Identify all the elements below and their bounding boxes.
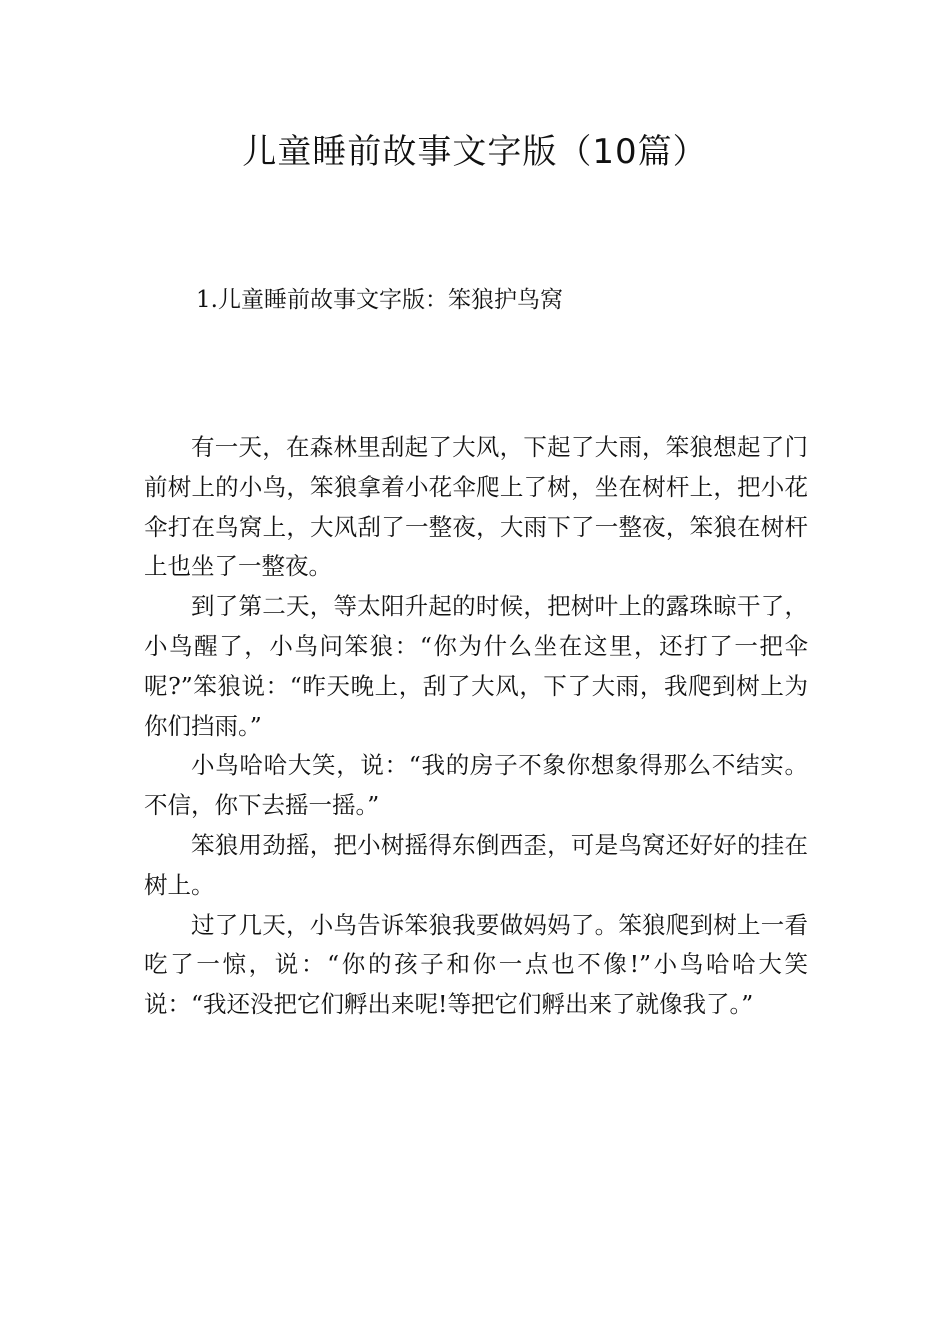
story-body	[144, 428, 808, 1025]
paragraph: 小鸟哈哈大笑，说：“我的房子不象你想象得那么不结实。不信，你下去摇一摇。”	[144, 751, 808, 820]
paragraph: 笨狼用劲摇，把小树摇得东倒西歪，可是鸟窝还好好的挂在树上。	[144, 830, 808, 899]
paragraph: 到了第二天，等太阳升起的时候，把树叶上的露珠晾干了，小鸟醒了，小鸟问笨狼：“你为什么坐在这里，还打了一把伞呢?”笨狼说：“昨天晚上，刮了大风，下了大雨，我爬到树上为你们挡雨。”	[144, 592, 808, 740]
section-heading: 1.儿童睡前故事文字版：笨狼护鸟窝	[196, 287, 563, 313]
paragraph: 过了几天，小鸟告诉笨狼我要做妈妈了。笨狼爬到树上一看吃了一惊，说：“你的孩子和你一点也不像!”小鸟哈哈大笑说：“我还没把它们孵出来呢!等把它们孵出来了就像我了。”	[144, 910, 808, 1019]
document-title: 儿童睡前故事文字版（10篇）	[242, 132, 708, 172]
paragraph: 有一天，在森林里刮起了大风，下起了大雨，笨狼想起了门前树上的小鸟，笨狼拿着小花伞爬上了树，坐在树杆上，把小花伞打在鸟窝上，大风刮了一整夜，大雨下了一整夜，笨狼在树杆上也坐了一整夜。	[144, 433, 808, 581]
